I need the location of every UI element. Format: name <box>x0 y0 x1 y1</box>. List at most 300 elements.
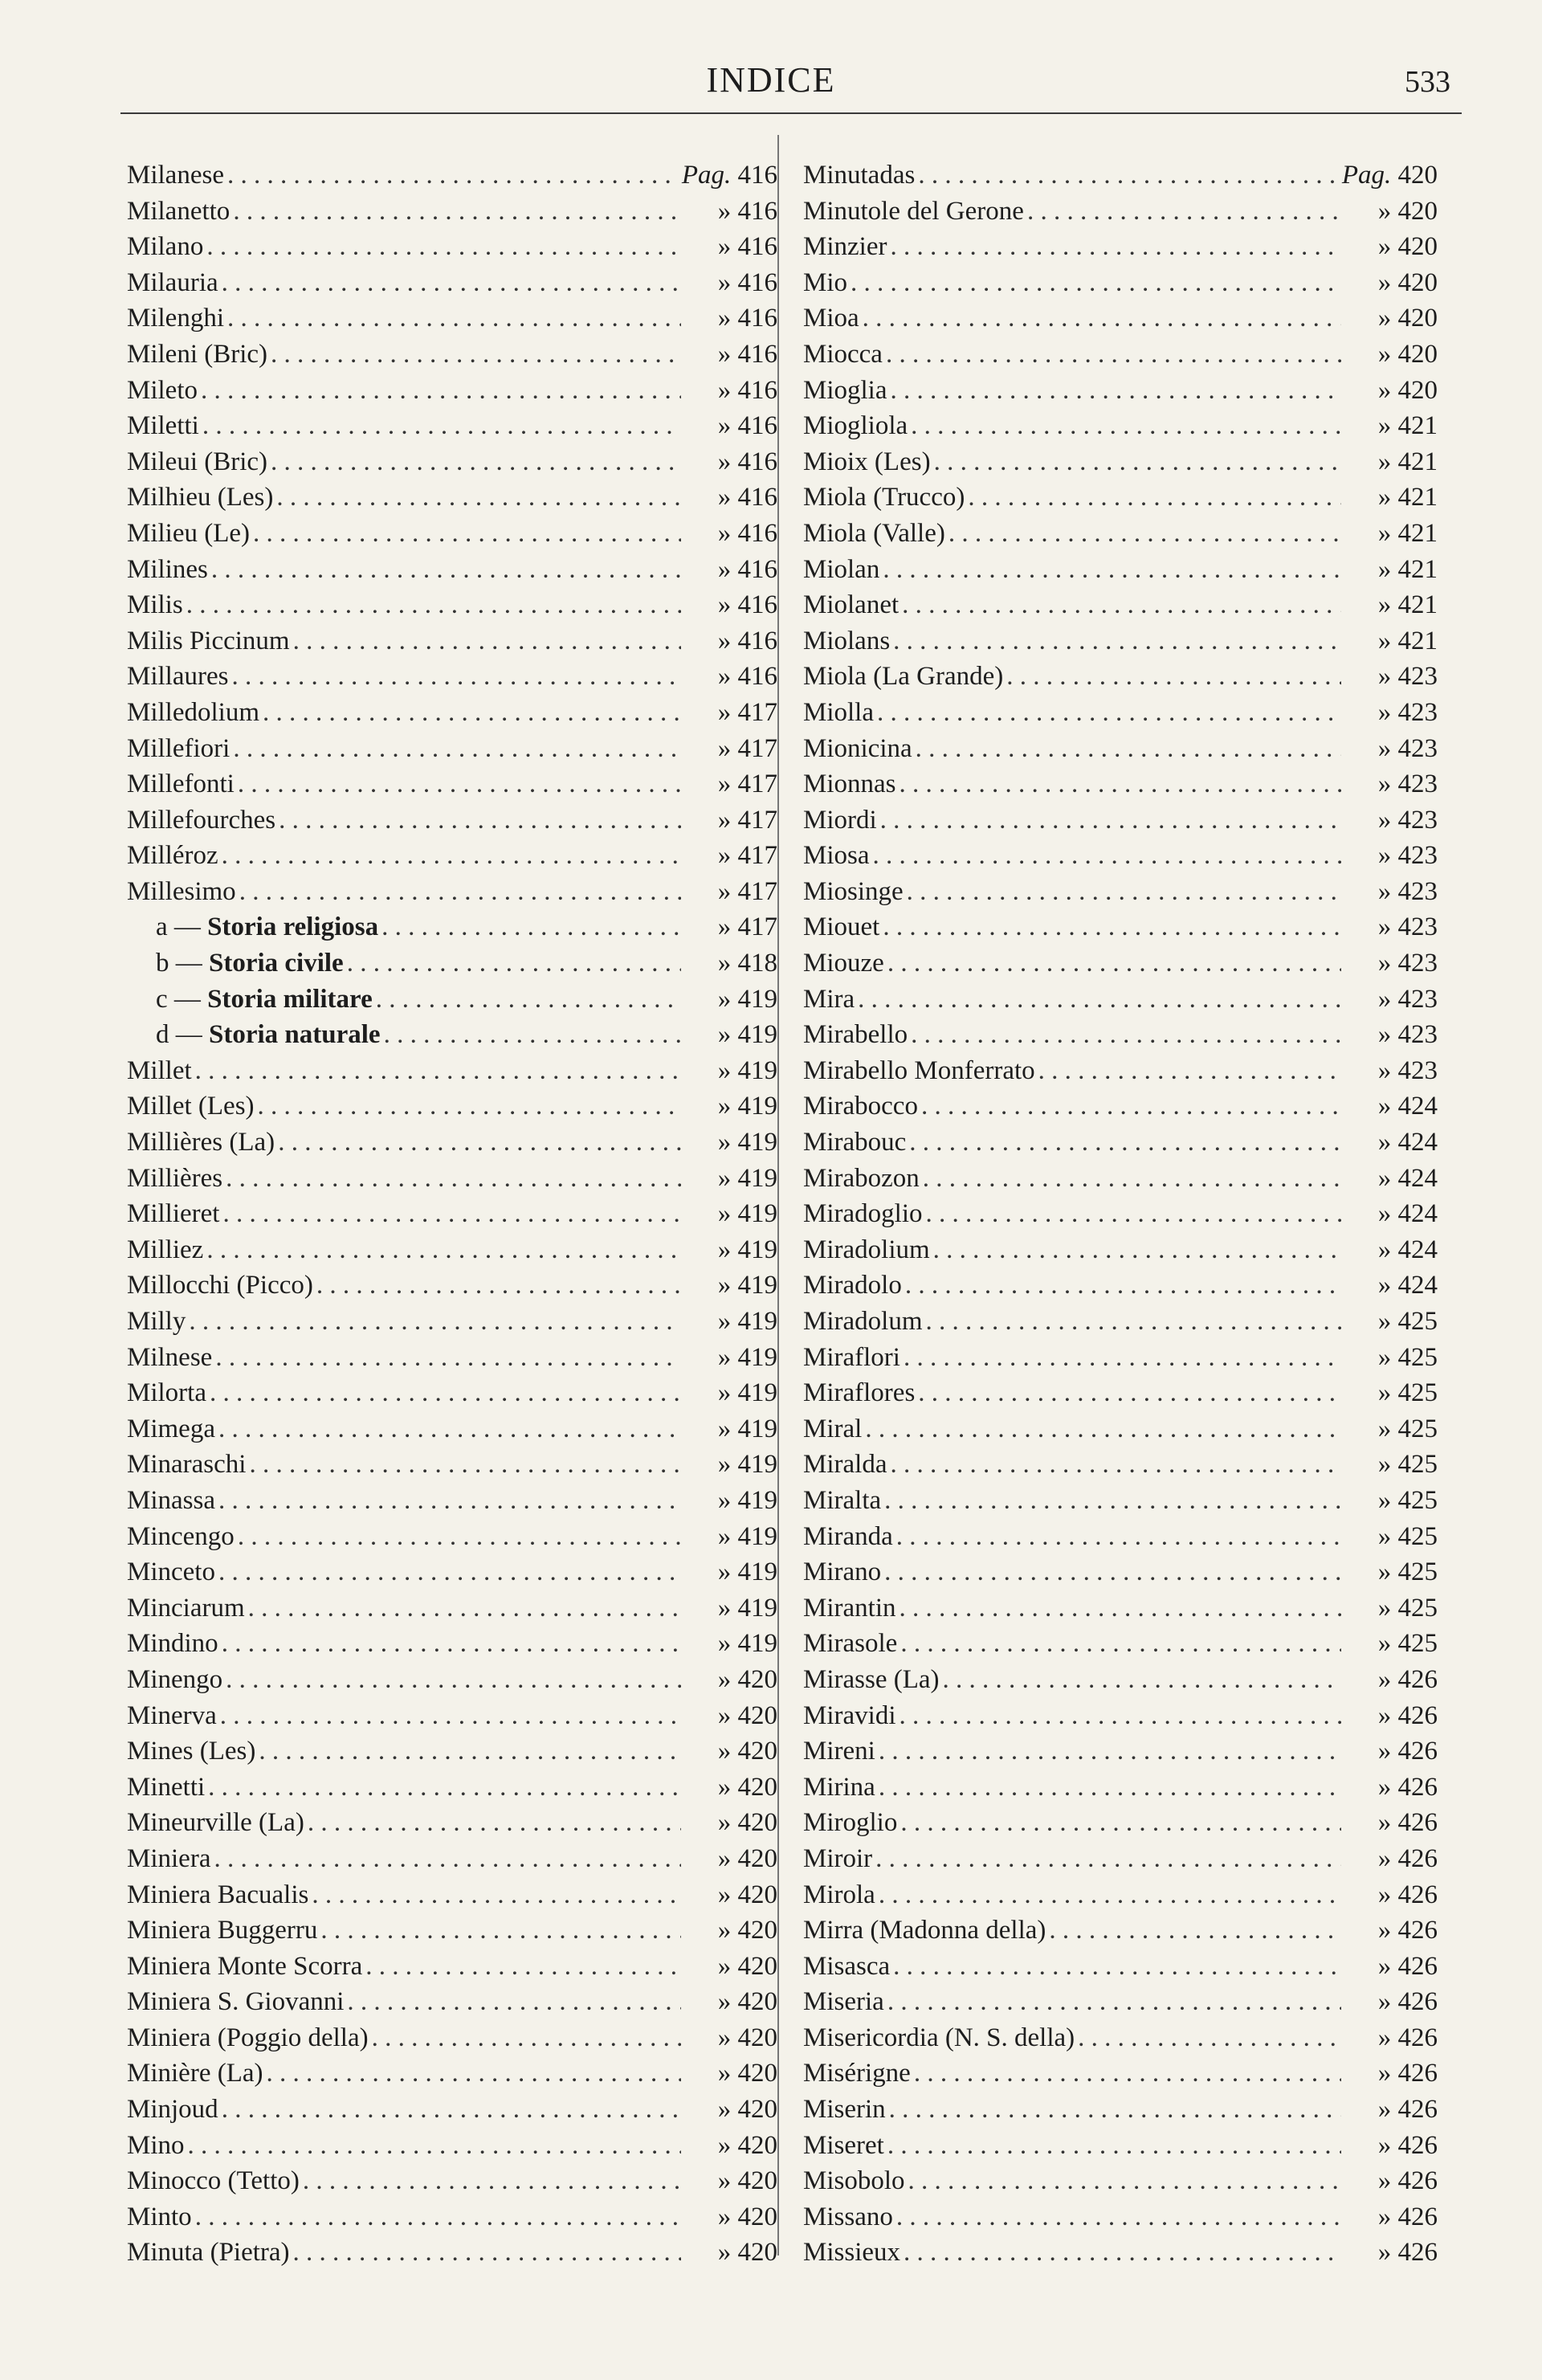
entry-name: Millefiori <box>127 733 230 763</box>
page-prefix: » <box>1377 232 1392 262</box>
page-prefix: » <box>717 697 732 727</box>
entry-name: Mines (Les) <box>127 1737 256 1766</box>
leader-dots <box>879 1770 1341 1806</box>
index-entry <box>803 695 1438 731</box>
page-prefix: » <box>1377 984 1392 1014</box>
page-ref-number: 420 <box>1397 339 1438 369</box>
leader-dots <box>900 1626 1341 1662</box>
page-ref-number: 420 <box>1397 232 1438 262</box>
index-entry <box>803 300 1438 337</box>
page-ref-number: 426 <box>1397 2023 1438 2052</box>
page-ref-number: 423 <box>1397 770 1438 799</box>
entry-name: Mirabocco <box>803 1092 918 1121</box>
index-entry <box>803 1698 1438 1734</box>
leader-dots <box>879 1877 1341 1913</box>
index-entry <box>803 1340 1438 1376</box>
entry-name: Millesimo <box>127 876 236 906</box>
page-ref-number: 423 <box>1397 912 1438 942</box>
leader-dots <box>206 229 681 265</box>
page-prefix: » <box>1377 339 1392 369</box>
index-column-right <box>803 157 1438 2271</box>
page-prefix: » <box>1377 876 1392 906</box>
leader-dots <box>880 802 1341 839</box>
leader-dots <box>884 1554 1341 1590</box>
index-entry <box>803 766 1438 802</box>
leader-dots <box>376 982 681 1018</box>
page-ref-number: 426 <box>1397 2095 1438 2125</box>
leader-dots <box>1049 1913 1341 1949</box>
page-prefix: » <box>717 196 732 226</box>
page-reference <box>684 1483 777 1519</box>
page-reference <box>1344 659 1438 695</box>
entry-name: Mileni (Bric) <box>127 339 268 369</box>
entry-name: Milenghi <box>127 304 224 333</box>
page-prefix: » <box>717 1092 732 1121</box>
page-prefix: » <box>717 876 732 906</box>
page-reference <box>684 2092 777 2128</box>
page-reference <box>684 1805 777 1841</box>
page-prefix: » <box>717 770 732 799</box>
subentry-title: Storia religiosa <box>207 912 379 942</box>
page-prefix: » <box>1377 1199 1392 1229</box>
page-prefix: » <box>717 554 732 584</box>
index-entry <box>127 1161 777 1197</box>
entry-name: Minuta (Pietra) <box>127 2238 290 2268</box>
index-entry <box>127 1626 777 1662</box>
index-entry <box>803 1447 1438 1483</box>
leader-dots <box>923 1161 1341 1197</box>
index-entry <box>127 1913 777 1949</box>
page-prefix: » <box>717 1700 732 1730</box>
entry-name: Millieret <box>127 1199 220 1229</box>
entry-name: Miradoglio <box>803 1199 923 1229</box>
page-reference <box>684 1161 777 1197</box>
entry-name: Mionicina <box>803 733 912 763</box>
page-reference <box>1344 444 1438 480</box>
index-entry <box>803 1949 1438 1985</box>
entry-name: Mindino <box>127 1629 218 1659</box>
page-ref-number: 417 <box>737 876 777 906</box>
entry-name: Milnese <box>127 1342 213 1372</box>
leader-dots <box>208 1770 681 1806</box>
leader-dots <box>909 1125 1341 1161</box>
index-entry <box>127 1949 777 1985</box>
entry-name: Miral <box>803 1414 863 1443</box>
index-entry <box>127 1877 777 1913</box>
leader-dots <box>900 766 1342 802</box>
entry-name: Miralda <box>803 1450 887 1480</box>
index-subentry <box>127 1017 777 1053</box>
entry-name: Mioix (Les) <box>803 447 931 476</box>
leader-dots <box>887 1984 1341 2020</box>
leader-dots <box>381 909 681 945</box>
index-entry <box>803 1125 1438 1161</box>
page-reference <box>1344 1411 1438 1447</box>
page-reference <box>1344 909 1438 945</box>
page-reference <box>1344 2235 1438 2271</box>
page-prefix: » <box>1377 1450 1392 1480</box>
page-prefix: » <box>717 1951 732 1981</box>
index-entry <box>127 1411 777 1447</box>
leader-dots <box>263 695 681 731</box>
page-reference <box>1344 1161 1438 1197</box>
entry-name: Milines <box>127 554 208 584</box>
index-entry <box>803 1483 1438 1519</box>
page-reference <box>684 1017 777 1053</box>
page-ref-number: 426 <box>1397 2130 1438 2160</box>
page-ref-number: 423 <box>1397 697 1438 727</box>
page-reference <box>684 1304 777 1340</box>
page-ref-number: 420 <box>1397 161 1438 190</box>
entry-name: Miletti <box>127 411 199 441</box>
leader-dots <box>921 1088 1341 1125</box>
leader-dots <box>1078 2020 1341 2056</box>
page-reference <box>1344 1375 1438 1411</box>
page-prefix: » <box>717 1307 732 1336</box>
page-ref-number: 420 <box>737 1700 777 1730</box>
leader-dots <box>907 874 1341 910</box>
page-reference <box>684 1913 777 1949</box>
leader-dots <box>883 552 1341 588</box>
leader-dots <box>943 1662 1341 1698</box>
page-ref-number: 420 <box>737 1737 777 1766</box>
page-reference <box>684 909 777 945</box>
page-ref-number: 423 <box>1397 1055 1438 1085</box>
page-reference <box>1344 1304 1438 1340</box>
leader-dots <box>253 516 681 552</box>
index-entry <box>803 265 1438 301</box>
leader-dots <box>214 1841 681 1877</box>
leader-dots <box>271 444 681 480</box>
index-entry <box>127 1662 777 1698</box>
index-entry <box>127 516 777 552</box>
entry-name: Miseret <box>803 2130 884 2160</box>
page-prefix: » <box>717 1593 732 1623</box>
page-ref-number: 420 <box>737 1772 777 1802</box>
page-ref-number: 426 <box>1397 2202 1438 2231</box>
entry-name: Miolan <box>803 554 880 584</box>
page-ref-number: 419 <box>737 1055 777 1085</box>
page-ref-number: 419 <box>737 1271 777 1300</box>
leader-dots <box>875 1841 1341 1877</box>
leader-dots <box>316 1268 681 1304</box>
page-reference <box>1344 1662 1438 1698</box>
index-entry <box>127 1268 777 1304</box>
leader-dots <box>886 337 1341 373</box>
page-prefix: » <box>717 1808 732 1838</box>
leader-dots <box>948 516 1341 552</box>
leader-dots <box>933 1232 1341 1268</box>
leader-dots <box>918 157 1339 194</box>
page-ref-number: 425 <box>1397 1378 1438 1408</box>
index-entry <box>127 1590 777 1627</box>
page-prefix: » <box>1377 912 1392 942</box>
page-reference <box>1344 337 1438 373</box>
entry-name: Minocco (Tetto) <box>127 2166 300 2196</box>
page-ref-number: 426 <box>1397 1772 1438 1802</box>
leader-dots <box>372 2020 681 2056</box>
page-reference <box>1344 1232 1438 1268</box>
entry-name: Mirabouc <box>803 1128 907 1157</box>
entry-name: Miniera Bacualis <box>127 1880 309 1909</box>
leader-dots <box>278 1125 681 1161</box>
page-prefix: » <box>717 1916 732 1945</box>
entry-name: Miradolo <box>803 1271 902 1300</box>
entry-name: Miniera (Poggio della) <box>127 2023 369 2052</box>
page-ref-number: 420 <box>1397 375 1438 405</box>
page-reference <box>684 1232 777 1268</box>
leader-dots <box>210 1375 681 1411</box>
index-entry <box>803 552 1438 588</box>
page-reference <box>684 659 777 695</box>
index-entry <box>803 982 1438 1018</box>
page-ref-number: 419 <box>737 1163 777 1193</box>
page-reference <box>1344 1877 1438 1913</box>
entry-name <box>156 909 378 945</box>
leader-dots <box>201 373 681 409</box>
page-prefix: » <box>717 483 732 512</box>
index-entry <box>127 1340 777 1376</box>
page-ref-number: 423 <box>1397 662 1438 692</box>
index-entry <box>803 1232 1438 1268</box>
entry-name: Miroglio <box>803 1808 898 1838</box>
subentry-title: Storia civile <box>209 949 344 978</box>
page-ref-number: 416 <box>737 554 777 584</box>
entry-name: Miola (La Grande) <box>803 662 1004 692</box>
page-ref-number: 419 <box>737 1092 777 1121</box>
page-ref-number: 417 <box>737 805 777 835</box>
page-ref-number: 419 <box>737 1307 777 1336</box>
page-prefix: » <box>1377 1700 1392 1730</box>
leader-dots <box>189 1304 681 1340</box>
leader-dots <box>293 623 681 659</box>
page-ref-number: 420 <box>737 1987 777 2017</box>
page-prefix: » <box>1377 1629 1392 1659</box>
page-ref-number: 423 <box>1397 841 1438 871</box>
index-entry <box>127 1698 777 1734</box>
leader-dots <box>293 2235 681 2271</box>
page-ref-number: 425 <box>1397 1485 1438 1515</box>
entry-name: Millet (Les) <box>127 1092 255 1121</box>
page-prefix: » <box>1377 267 1392 297</box>
index-entry <box>127 1232 777 1268</box>
leader-dots <box>863 300 1341 337</box>
leader-dots <box>267 2055 682 2092</box>
page-prefix: » <box>717 375 732 405</box>
page-prefix: » <box>717 1521 732 1551</box>
index-entry <box>127 874 777 910</box>
index-entry <box>127 1770 777 1806</box>
page-reference <box>1344 480 1438 516</box>
page-prefix: » <box>717 1772 732 1802</box>
index-entry <box>803 802 1438 839</box>
page-prefix: » <box>717 447 732 476</box>
leader-dots <box>884 1483 1341 1519</box>
entry-name: Mirabozon <box>803 1163 920 1193</box>
leader-dots <box>1027 194 1341 230</box>
page-ref-number: 416 <box>737 161 777 190</box>
page-reference <box>684 1340 777 1376</box>
page-reference <box>684 1698 777 1734</box>
page-ref-number: 416 <box>737 339 777 369</box>
page-ref-number: 420 <box>737 1916 777 1945</box>
entry-name: Minetti <box>127 1772 206 1802</box>
page-reference <box>1344 1125 1438 1161</box>
index-entry <box>127 408 777 444</box>
page-ref-number: 421 <box>1397 590 1438 620</box>
page-prefix: » <box>1377 1557 1392 1587</box>
subentry-label: b — <box>156 949 202 978</box>
page-reference <box>1344 300 1438 337</box>
index-entry <box>127 1304 777 1340</box>
leader-dots <box>365 1949 681 1985</box>
leader-dots <box>226 1662 681 1698</box>
index-entry <box>803 2092 1438 2128</box>
entry-name: Minjoud <box>127 2095 218 2125</box>
leader-dots <box>231 659 681 695</box>
index-entry <box>127 766 777 802</box>
page-prefix: » <box>717 662 732 692</box>
page-ref-number: 416 <box>737 232 777 262</box>
page-ref-number: 425 <box>1397 1307 1438 1336</box>
page-prefix: » <box>1377 697 1392 727</box>
page-prefix: » <box>717 1020 732 1050</box>
page-reference <box>1344 1698 1438 1734</box>
leader-dots <box>879 1733 1341 1770</box>
page-ref-number: 420 <box>737 1664 777 1694</box>
page-prefix: » <box>717 411 732 441</box>
page-prefix: » <box>717 1485 732 1515</box>
page-ref-number: 419 <box>737 1128 777 1157</box>
page-ref-number: 417 <box>737 733 777 763</box>
page-prefix: » <box>1377 949 1392 978</box>
page-ref-number: 416 <box>737 626 777 655</box>
leader-dots <box>249 1447 681 1483</box>
leader-dots <box>911 408 1341 444</box>
page-ref-number: 426 <box>1397 2166 1438 2196</box>
page-prefix: » <box>1377 1163 1392 1193</box>
page-title: INDICE <box>706 60 836 100</box>
page-ref-number: 426 <box>1397 1737 1438 1766</box>
index-entry <box>803 1554 1438 1590</box>
page-number: 533 <box>1405 65 1450 99</box>
page-ref-number: 420 <box>737 2130 777 2160</box>
page-reference <box>1344 194 1438 230</box>
page-ref-number: 416 <box>737 267 777 297</box>
page-ref-number: 420 <box>737 1951 777 1981</box>
leader-dots <box>220 1698 681 1734</box>
page-prefix: » <box>1377 2130 1392 2160</box>
page-ref-number: 419 <box>737 1199 777 1229</box>
index-entry <box>803 587 1438 623</box>
leader-dots <box>258 1088 681 1125</box>
page-reference <box>684 1590 777 1627</box>
page-ref-number: 424 <box>1397 1235 1438 1264</box>
page-reference <box>1344 982 1438 1018</box>
index-entry <box>803 2235 1438 2271</box>
index-entry <box>803 838 1438 874</box>
leader-dots <box>890 229 1341 265</box>
page-ref-number: 423 <box>1397 876 1438 906</box>
index-entry <box>127 1125 777 1161</box>
page-ref-number: 425 <box>1397 1414 1438 1443</box>
index-entry <box>803 2020 1438 2056</box>
leader-dots <box>887 2128 1341 2164</box>
page-prefix: » <box>1377 1987 1392 2017</box>
page-reference <box>1344 1590 1438 1627</box>
page-reference <box>684 265 777 301</box>
page-prefix: » <box>717 912 732 942</box>
page-ref-number: 423 <box>1397 805 1438 835</box>
entry-name: Milieu (Le) <box>127 518 251 548</box>
page-reference <box>1344 1519 1438 1555</box>
page-reference <box>684 337 777 373</box>
entry-name: Millefourches <box>127 805 276 835</box>
leader-dots <box>916 731 1341 767</box>
index-entry <box>803 1805 1438 1841</box>
page-reference <box>684 945 777 982</box>
page-reference <box>1344 587 1438 623</box>
page-prefix: » <box>717 1128 732 1157</box>
leader-dots <box>218 1554 681 1590</box>
page-ref-number: 425 <box>1397 1342 1438 1372</box>
page-reference <box>684 1841 777 1877</box>
page-prefix: » <box>1377 1593 1392 1623</box>
page-prefix: » <box>717 267 732 297</box>
page-ref-number: 420 <box>737 2166 777 2196</box>
page-prefix: » <box>717 1378 732 1408</box>
leader-dots <box>226 1161 681 1197</box>
index-entry <box>803 229 1438 265</box>
entry-name: Miranda <box>803 1521 893 1551</box>
page-reference <box>1344 516 1438 552</box>
page-ref-number: 416 <box>737 590 777 620</box>
page-reference <box>1344 373 1438 409</box>
page-ref-number: 423 <box>1397 984 1438 1014</box>
page-prefix: » <box>717 626 732 655</box>
leader-dots <box>308 1805 681 1841</box>
entry-name: Mioa <box>803 304 859 333</box>
page-ref-number: 419 <box>737 984 777 1014</box>
leader-dots <box>239 874 681 910</box>
index-entry <box>803 1662 1438 1698</box>
entry-name: Milanese <box>127 161 224 190</box>
page-prefix: » <box>1377 1055 1392 1085</box>
entry-name: Miradolium <box>803 1235 930 1264</box>
page-prefix: » <box>1377 1808 1392 1838</box>
leader-dots <box>1006 659 1341 695</box>
page-prefix: » <box>717 841 732 871</box>
page-ref-number: 424 <box>1397 1092 1438 1121</box>
page-ref-number: 426 <box>1397 1880 1438 1909</box>
index-entry <box>803 1590 1438 1627</box>
subentry-label: a — <box>156 912 201 942</box>
page-reference <box>1344 1268 1438 1304</box>
entry-name: Misobolo <box>803 2166 905 2196</box>
entry-name: Mirra (Madonna della) <box>803 1916 1046 1945</box>
entry-name: Minzier <box>803 232 887 262</box>
subentry-title: Storia naturale <box>209 1020 381 1050</box>
leader-dots <box>279 802 681 839</box>
page-ref-number: 423 <box>1397 949 1438 978</box>
page-prefix: » <box>1377 1235 1392 1264</box>
page-prefix: » <box>717 2166 732 2196</box>
entry-name: Missieux <box>803 2238 901 2268</box>
leader-dots <box>900 1805 1341 1841</box>
page-prefix: » <box>1377 1485 1392 1515</box>
leader-dots <box>902 587 1341 623</box>
index-entry <box>803 2055 1438 2092</box>
